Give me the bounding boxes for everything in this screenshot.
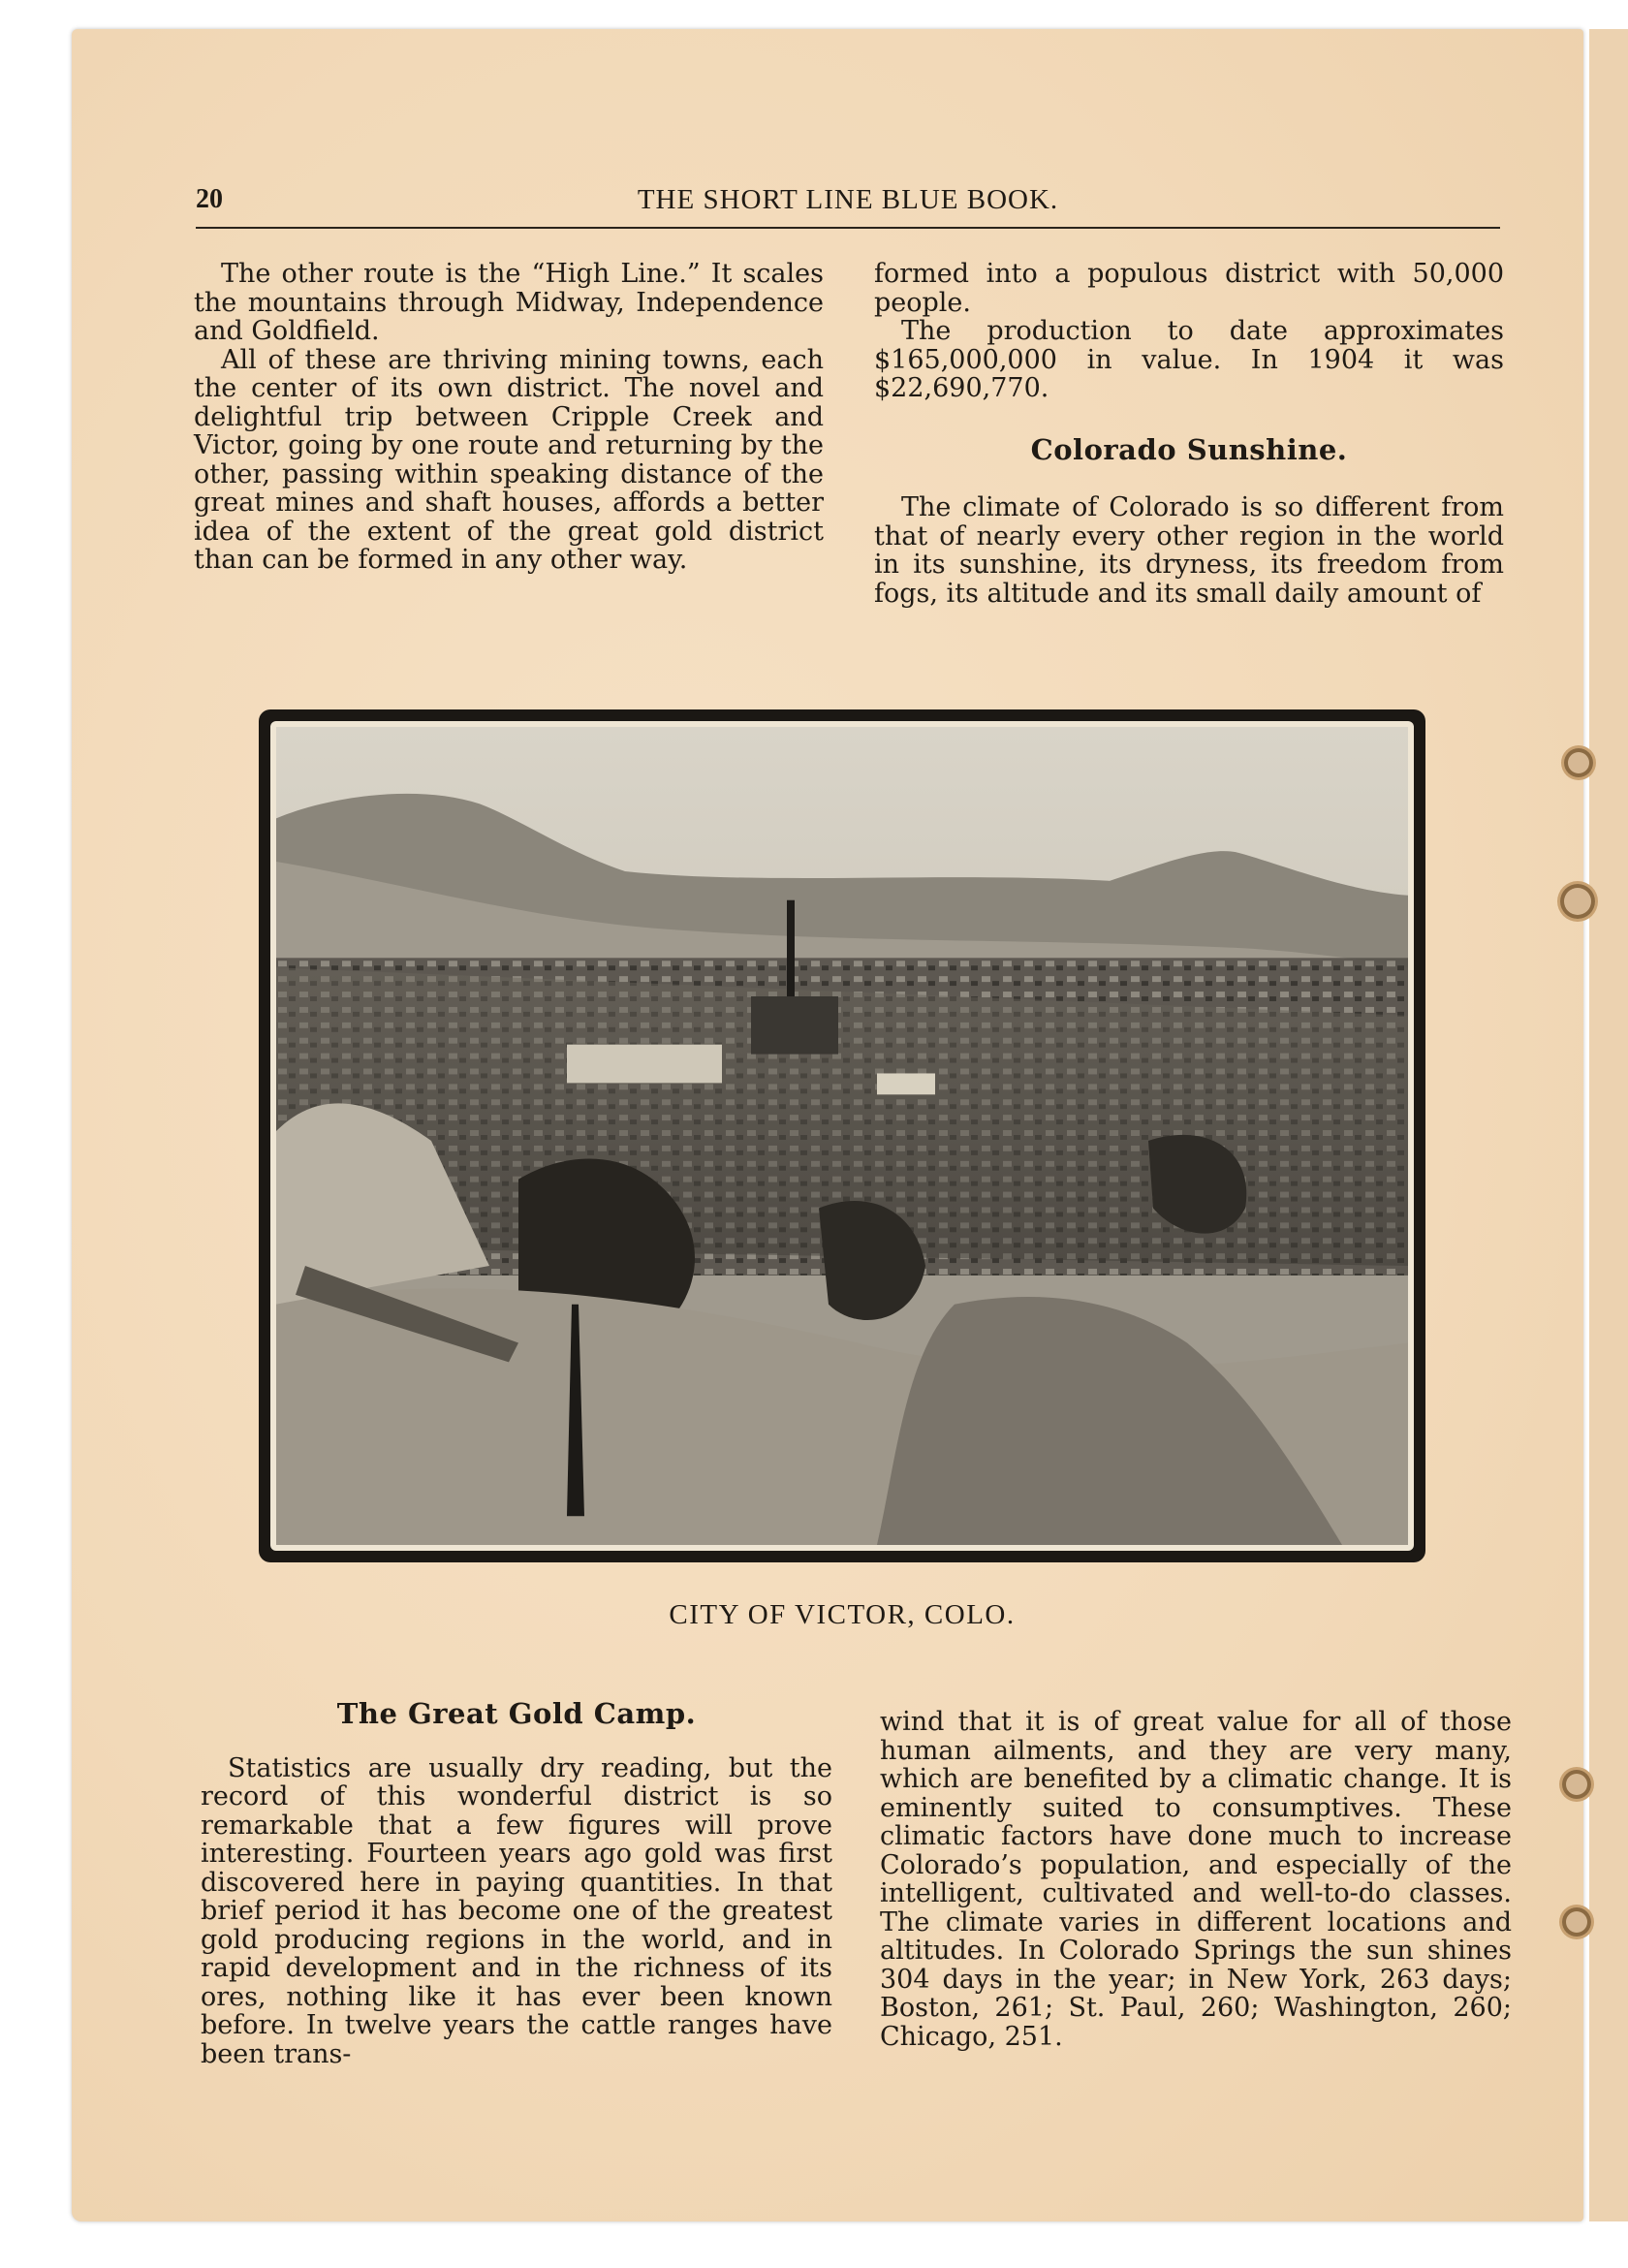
binding-hole [1562, 1907, 1591, 1937]
page-number: 20 [196, 184, 223, 214]
top-left-column [194, 260, 824, 583]
paragraph: Statistics are usually dry reading, but the record of this wonderful district is so remarkable that a few figures will prove interesting. Fourteen years ago gold was first discovered here in paying quantities. In that brief period it has become one of the greatest gold producing regions in the world, and in rapid development and in the richness of its ores, nothing like it has ever been known before. In twelve years the cattle ranges have been trans- [201, 1752, 832, 2069]
bottom-right-column [880, 1708, 1512, 2059]
paragraph: wind that it is of great value for all of those human ailments, and they are very many, which are benefited by a climatic change. It is eminently suited to consumptives. These climatic factors have done much to increase Colorado’s population, and especially of the intelligent, cultivated and well-to-do classes. The climate varies in different locations and altitudes. In Colorado Springs the sun shines 304 days in the year; in New York, 263 days; Boston, 261; St. Paul, 260; Washington, 260; Chicago, 251. [880, 1707, 1512, 2052]
section-heading: The Great Gold Camp. [336, 1697, 697, 1730]
bottom-left-column [201, 1697, 832, 2076]
section-heading: Colorado Sunshine. [1030, 432, 1348, 466]
binding-hole [1564, 748, 1593, 777]
paragraph: The climate of Colorado is so different from that of nearly every other region in the world in its sunshine, its dryness, its freedom from fogs, its altitude and its small daily amount of [874, 492, 1504, 609]
binding-hole [1560, 884, 1595, 919]
paragraph: All of these are thriving mining towns, each the center of its own district. The novel and delightful trip between Cripple Creek and Victor, going by one route and returning by the other, passing within speaking distance of the great mines and shaft houses, affords a better idea of the extent of the great gold district than can be formed in any other way. [194, 344, 824, 575]
running-title: THE SHORT LINE BLUE BOOK. [637, 184, 1059, 215]
paragraph: The other route is the “High Line.” It scales the mountains through Midway, Independence and Goldfield. [194, 259, 824, 346]
paragraph: The production to date approximates $165,000,000 in value. In 1904 it was $22,690,770. [874, 316, 1504, 403]
city-photo [276, 727, 1408, 1545]
photo-caption: CITY OF VICTOR, COLO. [669, 1599, 1016, 1630]
binding-hole [1562, 1770, 1591, 1799]
paragraph: formed into a populous district with 50,000 people. [874, 259, 1504, 318]
top-right-column [874, 260, 1504, 615]
page-edge [1589, 29, 1628, 2221]
photo-frame [259, 709, 1425, 1562]
running-head [196, 184, 1500, 229]
